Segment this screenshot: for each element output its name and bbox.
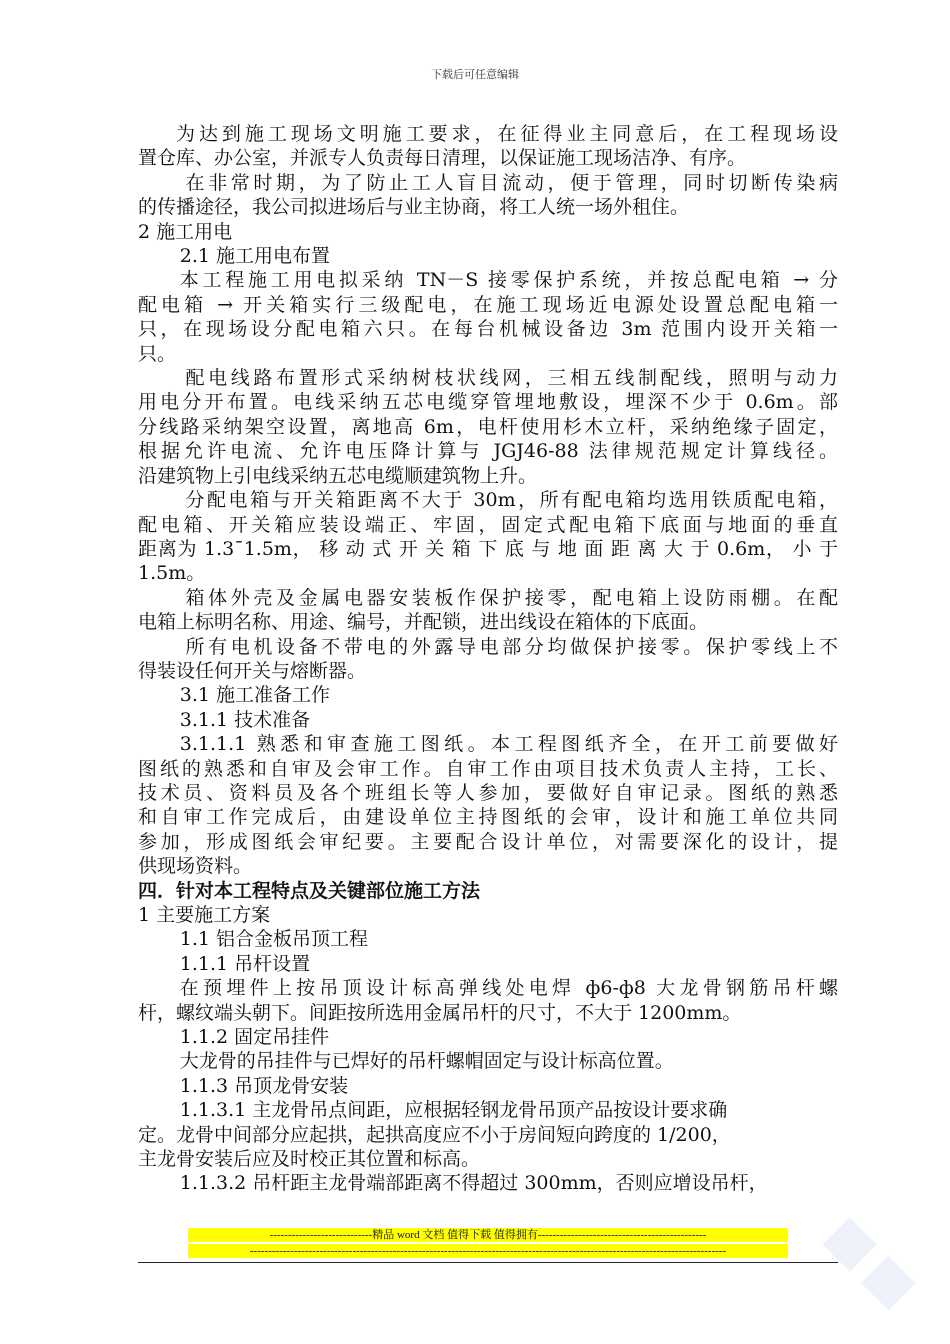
footer-banner-line1: ----------------------------精品 word 文档 值得下载 值得拥有---------------------------------------------- xyxy=(188,1228,788,1242)
text-line: 置仓库、办公室，并派专人负责每日清理，以保证施工现场洁净、有序。 xyxy=(138,147,747,170)
document-body xyxy=(138,122,838,1196)
text-line: 本工程施工用电拟采纳 TN－S 接零保护系统，并按总配电箱 → 分 xyxy=(179,269,838,292)
text-line: 1.1.3.2 吊杆距主龙骨端部距离不得超过 300mm，否则应增设吊杆， xyxy=(179,1172,768,1195)
text-line: 1.1 铝合金板吊顶工程 xyxy=(179,928,369,951)
text-line: 分线路采纳架空设置，离地高 6m，电杆使用杉木立杆，采纳绝缘子固定， xyxy=(138,415,838,438)
text-line: 2 施工用电 xyxy=(138,220,233,243)
text-line: 供现场资料。 xyxy=(138,855,253,878)
text-line: 根据允许电流、允许电压降计算与 JGJ46-88 法律规范规定计算线径。 xyxy=(138,440,838,463)
body-text xyxy=(138,122,838,1196)
footer-divider xyxy=(138,1262,838,1263)
text-line: 用电分开布置。电线采纳五芯电缆穿管埋地敷设，埋深不少于 0.6m。部 xyxy=(138,391,838,414)
text-line: 主龙骨安装后应及时校正其位置和标高。 xyxy=(138,1148,481,1171)
text-line: 1.1.2 固定吊挂件 xyxy=(179,1026,330,1049)
text-line: 1.5m。 xyxy=(138,562,206,585)
text-line: 3.1.1 技术准备 xyxy=(179,708,311,731)
text-line: 配电箱、开关箱应装设端正、牢固，固定式配电箱下底面与地面的垂直 xyxy=(138,513,838,536)
text-line: 1.1.3 吊顶龙骨安装 xyxy=(179,1074,349,1097)
watermark-logo-icon xyxy=(820,1214,930,1324)
text-line: 的传播途径，我公司拟进场后与业主协商，将工人统一场外租住。 xyxy=(138,196,690,219)
text-line: 距离为 1.3¯1.5m， 移 动 式 开 关 箱 下 底 与 地 面 距 离 大 于 0.6m， 小 于 xyxy=(138,537,838,560)
text-line: 只。 xyxy=(138,342,177,365)
text-line: 杆，螺纹端头朝下。间距按所选用金属吊杆的尺寸，不大于 1200mm。 xyxy=(138,1001,742,1024)
text-line: 沿建筑物上引电线采纳五芯电缆顺建筑物上升。 xyxy=(138,464,538,487)
page-header: 下载后可任意编辑 xyxy=(431,69,519,81)
text-line: 技术员、资料员及各个班组长等人参加，要做好自审记录。图纸的熟悉 xyxy=(138,781,838,804)
text-line: 在预埋件上按吊顶设计标高弹线处电焊 ф6-ф8 大龙骨钢筋吊杆螺 xyxy=(179,977,838,1000)
text-line: 在非常时期，为了防止工人盲目流动，便于管理，同时切断传染病 xyxy=(185,171,838,194)
text-line: 3.1.1.1 熟悉和审查施工图纸。本工程图纸齐全，在开工前要做好 xyxy=(179,733,838,756)
text-line: 配电箱 → 开关箱实行三级配电，在施工现场近电源处设置总配电箱一 xyxy=(138,293,838,316)
text-line: 1 主要施工方案 xyxy=(138,904,271,926)
text-line: 分配电箱与开关箱距离不大于 30m，所有配电箱均选用铁质配电箱， xyxy=(185,489,838,512)
text-line: 配电线路布置形式采纳树枝状线网，三相五线制配线，照明与动力 xyxy=(185,367,838,390)
text-line: 参加，形成图纸会审纪要。主要配合设计单位，对需要深化的设计，提 xyxy=(138,830,838,853)
section-heading: 四．针对本工程特点及关键部位施工方法 xyxy=(138,879,481,902)
text-line: 1.1.1 吊杆设置 xyxy=(179,952,311,975)
text-line: 为达到施工现场文明施工要求，在征得业主同意后，在工程现场设 xyxy=(176,123,838,145)
text-line: 大龙骨的吊挂件与已焊好的吊杆螺帽固定与设计标高位置。 xyxy=(179,1050,674,1073)
text-line: 所有电机设备不带电的外露导电部分均做保护接零。保护零线上不 xyxy=(185,635,838,658)
text-line: 箱体外壳及金属电器安装板作保护接零，配电箱上设防雨棚。在配 xyxy=(185,586,838,609)
text-line: 图纸的熟悉和自审及会审工作。自审工作由项目技术负责人主持，工长、 xyxy=(138,757,838,780)
text-line: 得装设任何开关与熔断器。 xyxy=(138,659,367,682)
text-line: 只，在现场设分配电箱六只。在每台机械设备边 3m 范围内设开关箱一 xyxy=(138,318,838,341)
text-line: 电箱上标明名称、用途、编号，并配锁，进出线设在箱体的下底面。 xyxy=(138,611,709,634)
text-line: 定。龙骨中间部分应起拱，起拱高度应不小于房间短向跨度的 1/200， xyxy=(138,1123,731,1146)
footer-banner-line2: ---------------------------------------------------------------------------------------------------------------------------------- xyxy=(188,1244,788,1258)
text-line: 1.1.3.1 主龙骨吊点间距，应根据轻钢龙骨吊顶产品按设计要求确 xyxy=(179,1099,728,1122)
text-line: 3.1 施工准备工作 xyxy=(179,684,331,707)
text-line: 2.1 施工用电布置 xyxy=(179,245,331,268)
text-line: 和自审工作完成后，由建设单位主持图纸的会审，设计和施工单位共同 xyxy=(138,806,838,829)
